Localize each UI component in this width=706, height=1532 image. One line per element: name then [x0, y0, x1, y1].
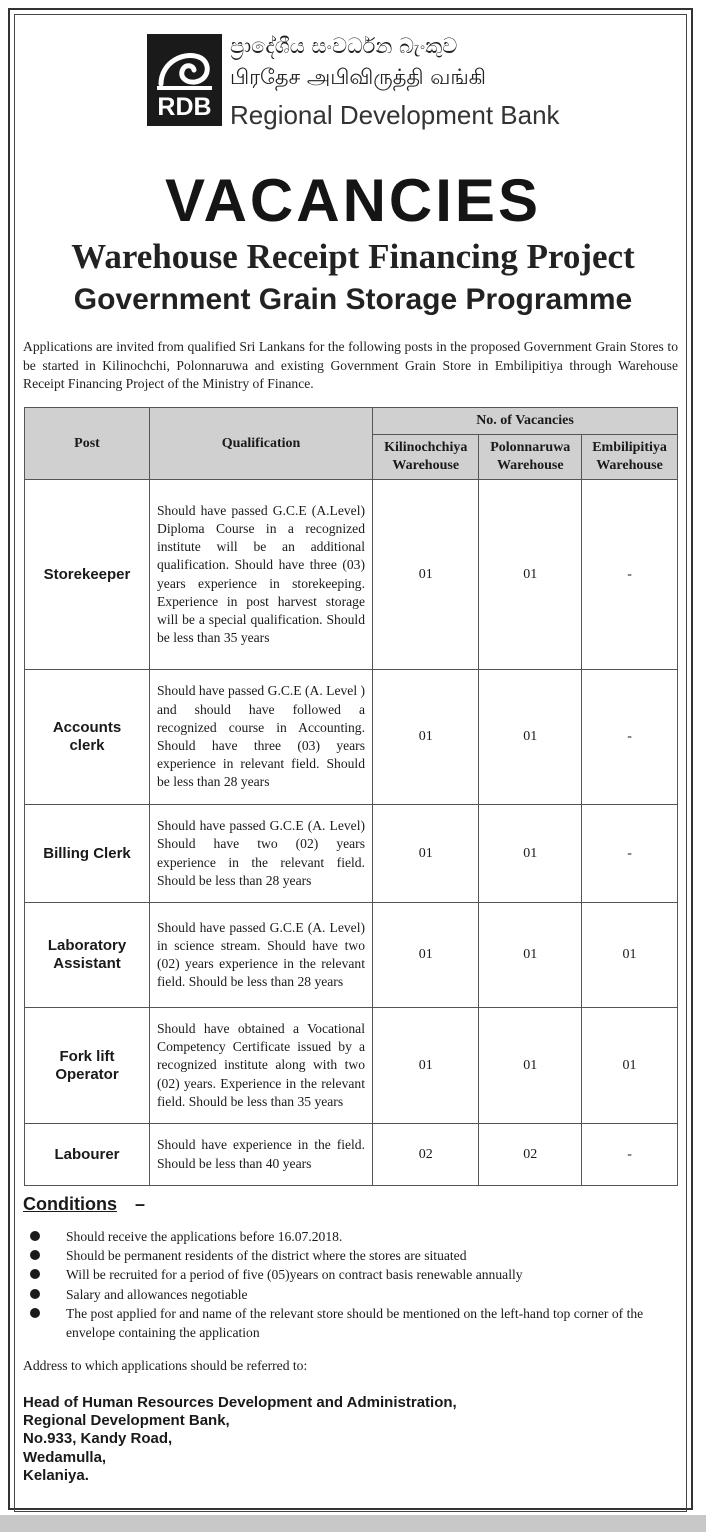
spiral-icon [155, 44, 214, 96]
header-post: Post [25, 408, 150, 480]
condition-text: Should be permanent residents of the district where the stores are situated [66, 1248, 467, 1264]
address-intro: Address to which applications should be referred to: [23, 1358, 308, 1373]
bottom-strip [0, 1515, 706, 1532]
embilipitiya-count: - [582, 480, 678, 670]
list-item [30, 1285, 680, 1304]
header-kilinochchiya [373, 435, 479, 480]
kilinochchiya-count: 01 [373, 1008, 479, 1124]
bullet-icon [30, 1308, 40, 1318]
intro-paragraph: Applications are invited from qualified Sri Lankans for the following posts in the proposed Government Grain Stores to be started in Kilinochchi, Polonnaruwa and existing Government Grain Store in Embilipitiya through Warehouse Receipt Financing Project of the Ministry of Finance. [23, 339, 678, 391]
qualification-cell: Should have passed G.C.E (A. Level) Should have two (02) years experience in the relevant field. Should be less than 28 years [150, 805, 373, 903]
embilipitiya-count: - [582, 805, 678, 903]
table-row [25, 1008, 678, 1124]
header-kilinochchiya-line2: Warehouse [392, 458, 460, 473]
polonnaruwa-count: 01 [479, 1008, 582, 1124]
kilinochchiya-count: 01 [373, 480, 479, 670]
table-row [25, 1124, 678, 1186]
bank-name-sinhala: ප්‍රාදේශීය සංවර්ධන බැංකුව [230, 34, 458, 58]
conditions-dash: – [135, 1194, 146, 1214]
list-item [30, 1304, 680, 1342]
address-line: No.933, Kandy Road, [23, 1430, 173, 1448]
list-item [30, 1227, 680, 1246]
qualification-cell: Should have obtained a Vocational Competency Certificate issued by a recognized institute along with two (02) years. Experience in the relevant field. Should be less than 35 years [150, 1008, 373, 1124]
kilinochchiya-count: 01 [373, 805, 479, 903]
rdb-logo [147, 34, 222, 126]
post-name: Storekeeper [43, 565, 131, 583]
conditions-list [30, 1227, 680, 1342]
polonnaruwa-count: 01 [479, 903, 582, 1008]
post-name-line2: clerk [69, 737, 105, 754]
table-row [25, 903, 678, 1008]
condition-text: Should receive the applications before 16.07.2018. [66, 1229, 343, 1244]
header-qualification: Qualification [150, 408, 373, 480]
polonnaruwa-count: 01 [479, 805, 582, 903]
post-cell [25, 805, 150, 903]
table-row [25, 480, 678, 670]
table-row [25, 670, 678, 805]
list-item [30, 1246, 680, 1265]
condition-text: Will be recruited for a period of five (05)years on contract basis renewable annually [66, 1267, 523, 1283]
condition-text: The post applied for and name of the relevant store should be mentioned on the left-hand top corner of the envelope containing the application [66, 1305, 644, 1341]
bullet-icon [30, 1250, 40, 1260]
bullet-icon [30, 1231, 40, 1241]
bank-name-english: Regional Development Bank [230, 100, 560, 130]
mailing-address [23, 1394, 457, 1485]
post-cell [25, 1008, 150, 1124]
post-name: Labourer [54, 1145, 120, 1163]
qualification-cell: Should have passed G.C.E (A.Level) Diploma Course in a recognized institute will be an additional qualification. Should have three (03) years experience in storekeeping. Experience in post harvest storage will be a special qualification. Should be less than 35 years [150, 480, 373, 670]
post-name-line2: Operator [55, 1065, 119, 1083]
qualification-cell: Should have passed G.C.E (A. Level) in science stream. Should have two (02) years experience in the relevant field. Should be less than 28 years [150, 903, 373, 1008]
post-name-line2: Assistant [53, 955, 121, 972]
post-name-line1: Accounts [52, 719, 122, 736]
bullet-icon [30, 1269, 40, 1279]
header-vacancies: No. of Vacancies [373, 408, 678, 435]
address-line: Head of Human Resources Development and Administration, [23, 1394, 457, 1411]
header-kilinochchiya-line1: Kilinochchiya [384, 440, 468, 455]
qualification-cell: Should have experience in the field. Should be less than 40 years [150, 1124, 373, 1186]
qualification-cell: Should have passed G.C.E (A. Level ) and should have followed a recognized course in Accounting. Should have three (03) years experience in relevant field. Should be less than 28 years [150, 670, 373, 805]
kilinochchiya-count: 01 [373, 670, 479, 805]
bank-name-tamil: பிரதேச அபிவிருத்தி வங்கி [230, 65, 486, 89]
embilipitiya-count: - [582, 670, 678, 805]
bullet-icon [30, 1289, 40, 1299]
embilipitiya-count: - [582, 1124, 678, 1186]
post-cell [25, 1124, 150, 1186]
post-name-line1: Fork lift [59, 1047, 115, 1065]
embilipitiya-count: 01 [582, 903, 678, 1008]
polonnaruwa-count: 02 [479, 1124, 582, 1186]
post-cell [25, 903, 150, 1008]
header-polonnaruwa [479, 435, 582, 480]
address-line: Wedamulla, [23, 1448, 107, 1466]
address-line: Regional Development Bank, [23, 1412, 230, 1430]
programme-title: Government Grain Storage Programme [73, 283, 633, 316]
page-title: VACANCIES [165, 167, 541, 234]
logo-abbr: RDB [157, 93, 212, 121]
post-cell [25, 670, 150, 805]
post-name: Billing Clerk [43, 844, 131, 862]
header-embilipitiya-line2: Warehouse [596, 458, 663, 473]
kilinochchiya-count: 01 [373, 903, 479, 1008]
embilipitiya-count: 01 [582, 1008, 678, 1124]
conditions-title: Conditions [23, 1194, 117, 1214]
condition-text: Salary and allowances negotiable [66, 1286, 248, 1302]
kilinochchiya-count: 02 [373, 1124, 479, 1186]
header-embilipitiya-line1: Embilipitiya [592, 440, 667, 455]
table-row [25, 805, 678, 903]
post-name-line1: Laboratory [47, 937, 127, 954]
header-polonnaruwa-line1: Polonnaruwa [490, 440, 571, 455]
project-title: Warehouse Receipt Financing Project [71, 237, 635, 276]
polonnaruwa-count: 01 [479, 480, 582, 670]
header-polonnaruwa-line2: Warehouse [496, 458, 564, 473]
list-item [30, 1265, 680, 1284]
vacancies-table [24, 407, 678, 1186]
polonnaruwa-count: 01 [479, 670, 582, 805]
post-cell [25, 480, 150, 670]
header-embilipitiya [582, 435, 678, 480]
address-line: Kelaniya. [23, 1466, 89, 1484]
